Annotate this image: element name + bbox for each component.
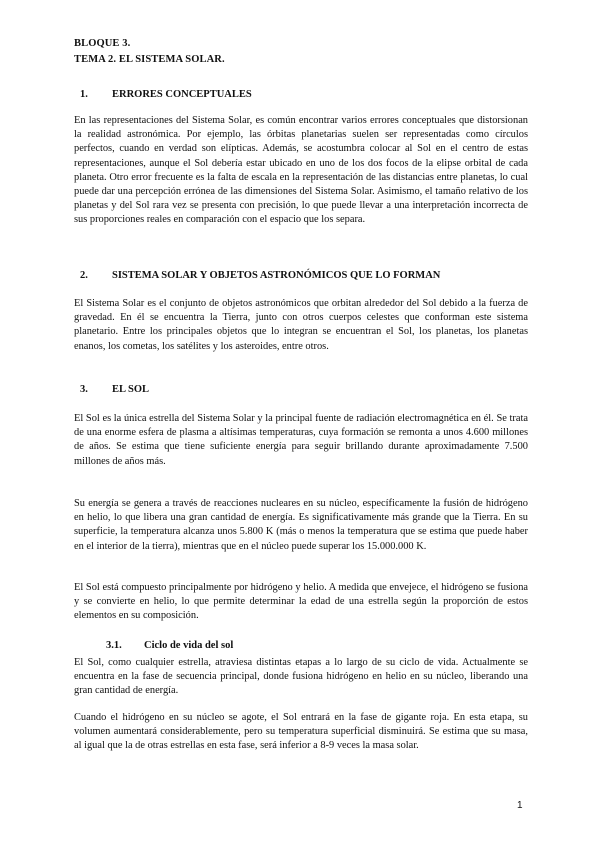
- section-heading-1: [74, 89, 252, 100]
- paragraph: El Sistema Solar es el conjunto de objetos astronómicos que orbitan alrededor del Sol debido a la fuerza de gravedad. En él se encuentra la Tierra, junto con otros cuerpos celestes que conforman este sistema planetario. Entre los principales objetos que lo integran se encuentran el Sol, los planetas, los planetas enanos, los cometas, los satélites y los asteroides, entre otros.: [74, 298, 528, 352]
- section-number: 3.: [80, 384, 88, 395]
- paragraph: El Sol está compuesto principalmente por hidrógeno y helio. A medida que envejece, el hidrógeno se fusiona y se convierte en helio, lo que permite determinar la edad de una estrella según la proporción de estos elementos en su composición.: [74, 582, 528, 622]
- paragraph: El Sol es la única estrella del Sistema Solar y la principal fuente de radiación electromagnética en él. Se trata de una enorme esfera de plasma a altísimas temperaturas, cuya formación se remonta a unos 4.600 millones de años. Se estima que tiene suficiente energía para seguir brillando durante aproximadamente 7.500 millones de años más.: [74, 413, 528, 467]
- subsection-number: 3.1.: [106, 640, 122, 651]
- section-title: ERRORES CONCEPTUALES: [112, 89, 252, 100]
- section-number: 2.: [80, 270, 88, 281]
- section-title: EL SOL: [112, 384, 150, 395]
- page-number: 1: [517, 800, 523, 811]
- section-heading-2: [74, 270, 440, 281]
- topic-heading: TEMA 2. EL SISTEMA SOLAR.: [74, 54, 225, 65]
- paragraph: Cuando el hidrógeno en su núcleo se agote, el Sol entrará en la fase de gigante roja. En esta etapa, su volumen aumentará considerablemente, pero su temperatura superficial disminuirá. Se estima que su masa, al igual que la de otras estrellas en esta fase, será inferior a 8-9 veces la masa solar.: [74, 712, 528, 752]
- subsection-title: Ciclo de vida del sol: [144, 640, 234, 651]
- section-heading-3: [74, 384, 149, 395]
- paragraph: En las representaciones del Sistema Solar, es común encontrar varios errores conceptuales que distorsionan la realidad astronómica. Por ejemplo, las órbitas planetarias suelen ser representadas como círculos perfectos, cuando en verdad son elípticas. Además, se acostumbra colocar al Sol en el centro de estas representaciones, aunque el Sol debería estar ubicado en uno de los dos focos de la elipse orbital de cada planeta. Otro error frecuente es la falta de escala en la representación de las distancias entre planetas, lo cual puede dar una percepción errónea de las dimensiones del Sistema Solar. Asimismo, el tamaño relativo de los planetas y del Sol rara vez se presenta con precisión, lo que puede llevar a una interpretación incorrecta de sus proporciones reales en comparación con el espacio que los separa.: [74, 115, 528, 226]
- paragraph: El Sol, como cualquier estrella, atraviesa distintas etapas a lo largo de su ciclo de vida. Actualmente se encuentra en la fase de secuencia principal, donde fusiona hidrógeno en helio en su núcleo, liberando una gran cantidad de energía.: [74, 657, 528, 697]
- paragraph: Su energía se genera a través de reacciones nucleares en su núcleo, específicamente la fusión de hidrógeno en helio, lo que libera una gran cantidad de energía. Es significativamente más grande que la Tierra. En su superficie, la temperatura alcanza unos 5.800 K (más o menos la temperatura que se estima que puede haber en el interior de la tierra), mientras que en el núcleo puede superar los 15.000.000 K.: [74, 498, 528, 552]
- section-number: 1.: [80, 89, 88, 100]
- section-title: SISTEMA SOLAR Y OBJETOS ASTRONÓMICOS QUE LO FORMAN: [112, 270, 441, 281]
- block-heading: BLOQUE 3.: [74, 38, 131, 49]
- subsection-heading: [106, 640, 233, 651]
